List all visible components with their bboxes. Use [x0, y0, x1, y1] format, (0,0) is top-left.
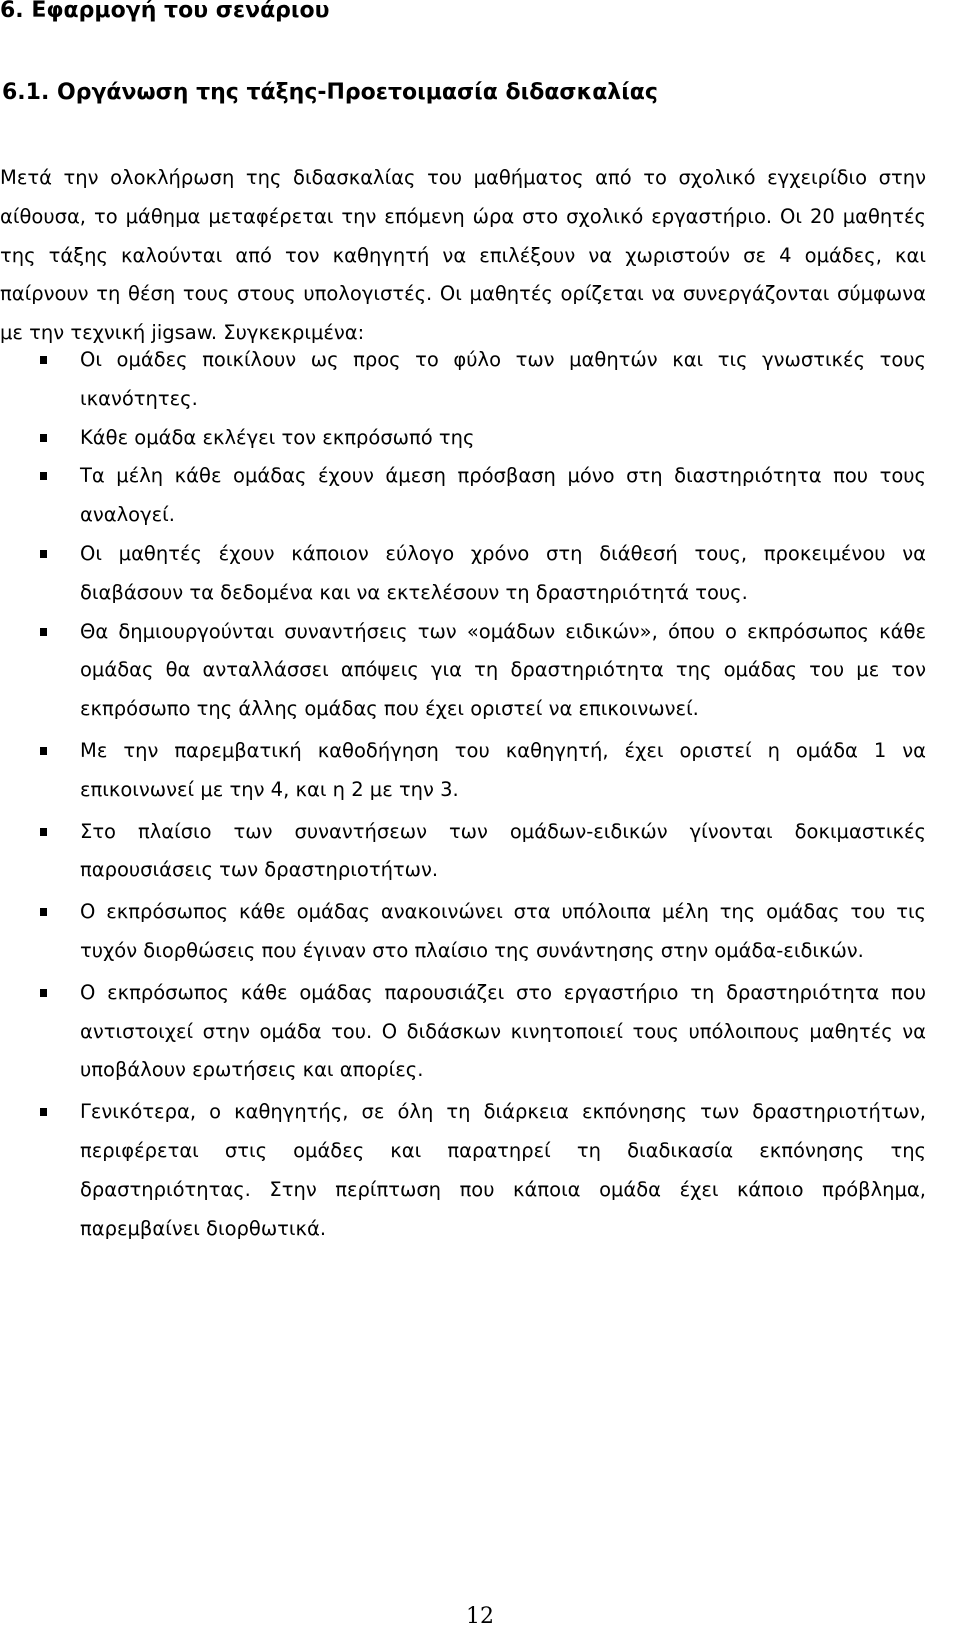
- intro-paragraph: Μετά την ολοκλήρωση της διδασκαλίας του μαθήματος από το σχολικό εγχειρίδιο στην αίθουσα, το μάθημα μεταφέρεται την επόμενη ώρα στο σχολικό εργαστήριο. Οι 20 μαθητές της τάξης καλούνται από τον καθηγητή να επιλέξουν να χωριστούν σε 4 ομάδες, και παίρνουν τη θέση τους στους υπολογιστές. Οι μαθητές ορίζεται να συνεργάζονται σύμφωνα με την τεχνική jigsaw. Συγκεκριμένα:: [0, 166, 926, 345]
- list-item: [0, 813, 926, 891]
- list-item-text: Με την παρεμβατική καθοδήγηση του καθηγητή, έχει οριστεί η ομάδα 1 να επικοινωνεί με την 4, και η 2 με την 3.: [80, 738, 926, 801]
- square-bullet-icon: [40, 747, 47, 755]
- list-item-text: Γενικότερα, ο καθηγητής, σε όλη τη διάρκεια εκπόνησης των δραστηριοτήτων, περιφέρεται στις ομάδες και παρατηρεί τη διαδικασία εκπόνησης της δραστηριότητας. Στην περίπτωση που κάποια ομάδα έχει κάποιο πρόβλημα, παρεμβαίνει διορθωτικά.: [80, 1100, 926, 1240]
- list-item-text: Στο πλαίσιο των συναντήσεων των ομάδων-ειδικών γίνονται δοκιμαστικές παρουσιάσεις των δραστηριοτήτων.: [80, 819, 926, 882]
- list-item: [0, 535, 926, 613]
- bullet-list: [0, 341, 926, 1248]
- list-item: [0, 893, 926, 971]
- list-item: [0, 341, 926, 419]
- section-heading: 6. Εφαρμογή του σενάριου: [0, 0, 330, 23]
- list-item-text: Οι μαθητές έχουν κάποιον εύλογο χρόνο στη διάθεσή τους, προκειμένου να διαβάσουν τα δεδομένα και να εκτελέσουν τη δραστηριότητά τους.: [80, 541, 926, 604]
- list-item: [0, 613, 926, 729]
- subsection-heading: 6.1. Οργάνωση της τάξης-Προετοιμασία διδασκαλίας: [2, 80, 658, 105]
- page-number: 12: [466, 1604, 494, 1629]
- square-bullet-icon: [40, 1108, 47, 1116]
- list-item-text: Τα μέλη κάθε ομάδας έχουν άμεση πρόσβαση μόνο στη διαστηριότητα που τους αναλογεί.: [80, 464, 926, 527]
- list-item-text: Οι ομάδες ποικίλουν ως προς το φύλο των μαθητών και τις γνωστικές τους ικανότητες.: [80, 348, 926, 410]
- square-bullet-icon: [40, 550, 47, 558]
- square-bullet-icon: [40, 628, 47, 636]
- square-bullet-icon: [40, 828, 47, 836]
- square-bullet-icon: [40, 472, 47, 480]
- square-bullet-icon: [40, 908, 47, 916]
- list-item: [0, 457, 926, 535]
- list-item-text: Ο εκπρόσωπος κάθε ομάδας ανακοινώνει στα υπόλοιπα μέλη της ομάδας του τις τυχόν διορθώσεις που έγιναν στο πλαίσιο της συνάντησης στην ομάδα-ειδικών.: [80, 900, 926, 962]
- list-item: [0, 732, 926, 810]
- list-item: [0, 1093, 926, 1248]
- list-item-text: Κάθε ομάδα εκλέγει τον εκπρόσωπό της: [80, 425, 475, 449]
- square-bullet-icon: [40, 989, 47, 997]
- list-item: [0, 419, 926, 458]
- list-item-text: Θα δημιουργούνται συναντήσεις των «ομάδων ειδικών», όπου ο εκπρόσωπος κάθε ομάδας θα ανταλλάσσει απόψεις για τη δραστηριότητα της ομάδας του με τον εκπρόσωπο της άλλης ομάδας που έχει οριστεί να επικοινωνεί.: [80, 619, 926, 721]
- square-bullet-icon: [40, 356, 47, 364]
- square-bullet-icon: [40, 434, 47, 442]
- list-item-text: Ο εκπρόσωπος κάθε ομάδας παρουσιάζει στο εργαστήριο τη δραστηριότητα που αντιστοιχεί στην ομάδα του. Ο διδάσκων κινητοποιεί τους υπόλοιπους μαθητές να υποβάλουν ερωτήσεις και απορίες.: [80, 980, 926, 1082]
- list-item: [0, 974, 926, 1090]
